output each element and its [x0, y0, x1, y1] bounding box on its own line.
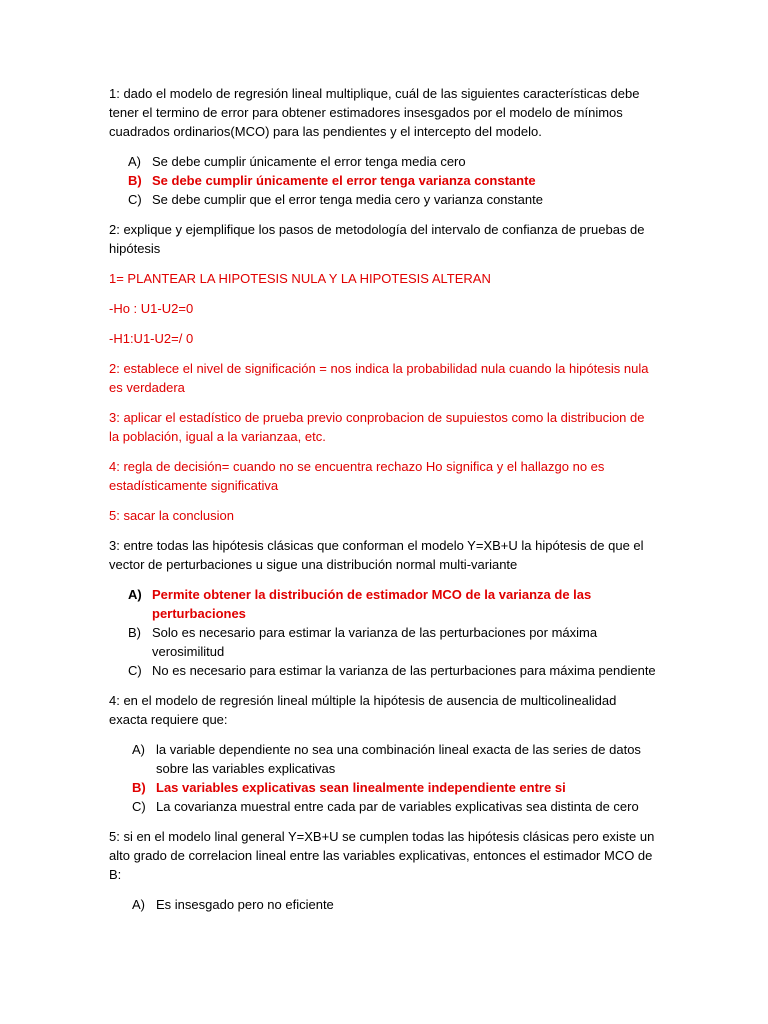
answer-h1: -H1:U1-U2=/ 0	[109, 331, 194, 346]
option-label: A)	[132, 742, 145, 757]
question-3-options	[109, 585, 657, 680]
answer-h0: -Ho : U1-U2=0	[109, 301, 194, 316]
question-2-text: 2: explique y ejemplifique los pasos de metodología del intervalo de confianza de pruebas de hipótesis	[109, 222, 645, 256]
answer-step-3: 3: aplicar el estadístico de prueba previo conprobacion de supuiestos como la distribucion de la población, igual a la varianzaa, etc.	[109, 410, 645, 444]
option-label: B)	[128, 173, 142, 188]
option-label: C)	[128, 663, 142, 678]
option-label: B)	[128, 625, 141, 640]
option-text: la variable dependiente no sea una combinación lineal exacta de las series de datos sobre las variables explicativas	[156, 742, 641, 776]
option-label: C)	[132, 799, 146, 814]
option-item	[109, 661, 657, 680]
option-text: No es necesario para estimar la varianza de las perturbaciones para máxima pendiente	[152, 663, 656, 678]
answer-step-2: 2: establece el nivel de significación = nos indica la probabilidad nula cuando la hipótesis nula es verdadera	[109, 361, 649, 395]
option-label: A)	[132, 897, 145, 912]
question-1-text: 1: dado el modelo de regresión lineal multiplique, cuál de las siguientes características debe tener el termino de error para obtener estimadores insesgados por el modelo de mínimos cuadrados ordinarios(MCO) para las pendientes y el intercepto del modelo.	[109, 86, 640, 139]
question-1-options	[109, 152, 657, 209]
option-label: B)	[132, 780, 146, 795]
answer-step-4: 4: regla de decisión= cuando no se encuentra rechazo Ho significa y el hallazgo no es estadísticamente significativa	[109, 459, 605, 493]
option-label: C)	[128, 192, 142, 207]
option-item	[109, 152, 657, 171]
option-text: Permite obtener la distribución de estimador MCO de la varianza de las perturbaciones	[152, 587, 592, 621]
question-4-text: 4: en el modelo de regresión lineal múltiple la hipótesis de ausencia de multicolinealidad exacta requiere que:	[109, 693, 617, 727]
option-text: Se debe cumplir únicamente el error tenga media cero	[152, 154, 466, 169]
option-text: Se debe cumplir únicamente el error tenga varianza constante	[152, 173, 536, 188]
option-label: A)	[128, 154, 141, 169]
option-item	[109, 190, 657, 209]
answer-step-5: 5: sacar la conclusion	[109, 508, 235, 523]
question-5-text: 5: si en el modelo linal general Y=XB+U se cumplen todas las hipótesis clásicas pero existe un alto grado de correlacion lineal entre las variables explicativas, entonces el estimador MCO de B:	[109, 829, 655, 882]
question-4-options	[109, 740, 657, 816]
option-item	[109, 797, 657, 816]
answer-step-1: 1= PLANTEAR LA HIPOTESIS NULA Y LA HIPOTESIS ALTERAN	[109, 271, 491, 286]
question-5-options	[109, 895, 657, 914]
option-text: La covarianza muestral entre cada par de variables explicativas sea distinta de cero	[156, 799, 639, 814]
option-label: A)	[128, 587, 142, 602]
option-item-answer	[109, 585, 657, 623]
option-text: Las variables explicativas sean linealmente independiente entre si	[156, 780, 566, 795]
option-item	[109, 740, 657, 778]
option-text: Se debe cumplir que el error tenga media cero y varianza constante	[152, 192, 543, 207]
option-item	[109, 623, 657, 661]
question-3-text: 3: entre todas las hipótesis clásicas que conforman el modelo Y=XB+U la hipótesis de que el vector de perturbaciones u sigue una distribución normal multi-variante	[109, 538, 644, 572]
option-text: Es insesgado pero no eficiente	[156, 897, 334, 912]
option-item	[109, 895, 657, 914]
option-text: Solo es necesario para estimar la varianza de las perturbaciones por máxima verosimilitud	[152, 625, 598, 659]
option-item-answer	[109, 778, 657, 797]
option-item-answer	[109, 171, 657, 190]
document-page	[109, 84, 657, 925]
